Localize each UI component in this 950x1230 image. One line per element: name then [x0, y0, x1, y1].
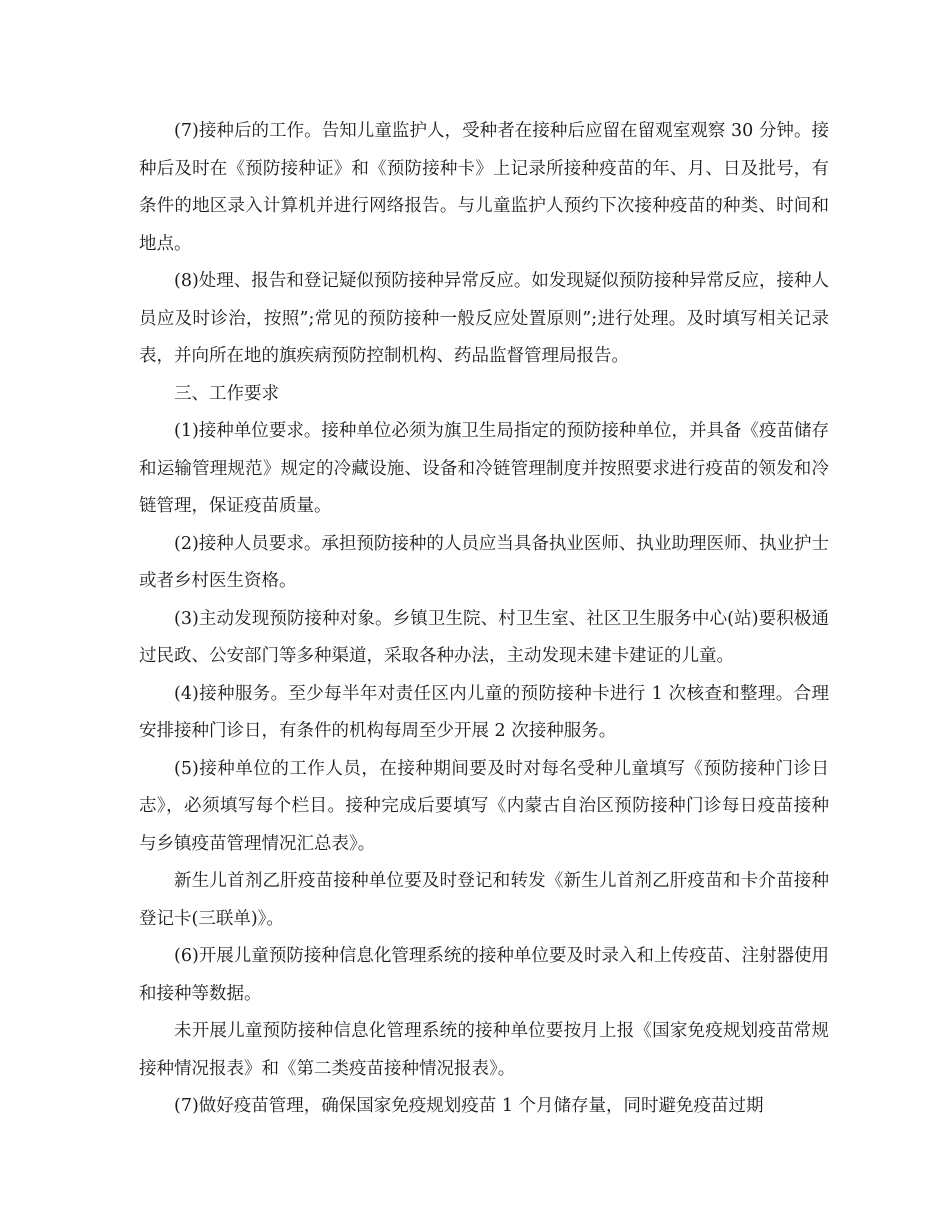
- paragraph-vaccination-service: (4)接种服务。至少每半年对责任区内儿童的预防接种卡进行 1 次核查和整理。合理安排接种门诊日，有条件的机构每周至少开展 2 次接种服务。: [139, 683, 829, 741]
- paragraph-clinic-log: (5)接种单位的工作人员，在接种期间要及时对每名受种儿童填写《预防接种门诊日志》，必须填写每个栏目。接种完成后要填写《内蒙古自治区预防接种门诊每日疫苗接种与乡镇疫苗管理情况汇总表》。: [139, 758, 829, 854]
- paragraph-vaccine-management: (7)做好疫苗管理，确保国家免疫规划疫苗 1 个月储存量，同时避免疫苗过期: [174, 1096, 764, 1116]
- document-body: [139, 113, 829, 1126]
- paragraph-staff-requirements: (2)接种人员要求。承担预防接种的人员应当具备执业医师、执业助理医师、执业护士或者乡村医生资格。: [139, 533, 829, 591]
- paragraph-adverse-reaction-handling: (8)处理、报告和登记疑似预防接种异常反应。如发现疑似预防接种异常反应，接种人员应及时诊治，按照”;常见的预防接种一般反应处置原则”;进行处理。及时填写相关记录表，并向所在地的旗疾病预防控制机构、药品监督管理局报告。: [139, 271, 829, 366]
- paragraph-newborn-hepb: 新生儿首剂乙肝疫苗接种单位要及时登记和转发《新生儿首剂乙肝疫苗和卡介苗接种登记卡(三联单)》。: [139, 871, 829, 929]
- paragraph-post-vaccination-work: (7)接种后的工作。告知儿童监护人，受种者在接种后应留在留观室观察 30 分钟。接种后及时在《预防接种证》和《预防接种卡》上记录所接种疫苗的年、月、日及批号，有条件的地区录入计算机并进行网络报告。与儿童监护人预约下次接种疫苗的种类、时间和地点。: [139, 121, 829, 254]
- paragraph-unit-requirements: (1)接种单位要求。接种单位必须为旗卫生局指定的预防接种单位，并具备《疫苗储存和运输管理规范》规定的冷藏设施、设备和冷链管理制度并按照要求进行疫苗的领发和冷链管理，保证疫苗质量。: [139, 421, 829, 516]
- paragraph-info-system: (6)开展儿童预防接种信息化管理系统的接种单位要及时录入和上传疫苗、注射器使用和接种等数据。: [139, 946, 829, 1004]
- section-heading-work-requirements: 三、工作要求: [174, 383, 279, 404]
- paragraph-monthly-report: 未开展儿童预防接种信息化管理系统的接种单位要按月上报《国家免疫规划疫苗常规接种情况报表》和《第二类疫苗接种情况报表》。: [139, 1021, 829, 1079]
- paragraph-active-discovery: (3)主动发现预防接种对象。乡镇卫生院、村卫生室、社区卫生服务中心(站)要积极通过民政、公安部门等多种渠道，采取各种办法，主动发现未建卡建证的儿童。: [139, 608, 829, 666]
